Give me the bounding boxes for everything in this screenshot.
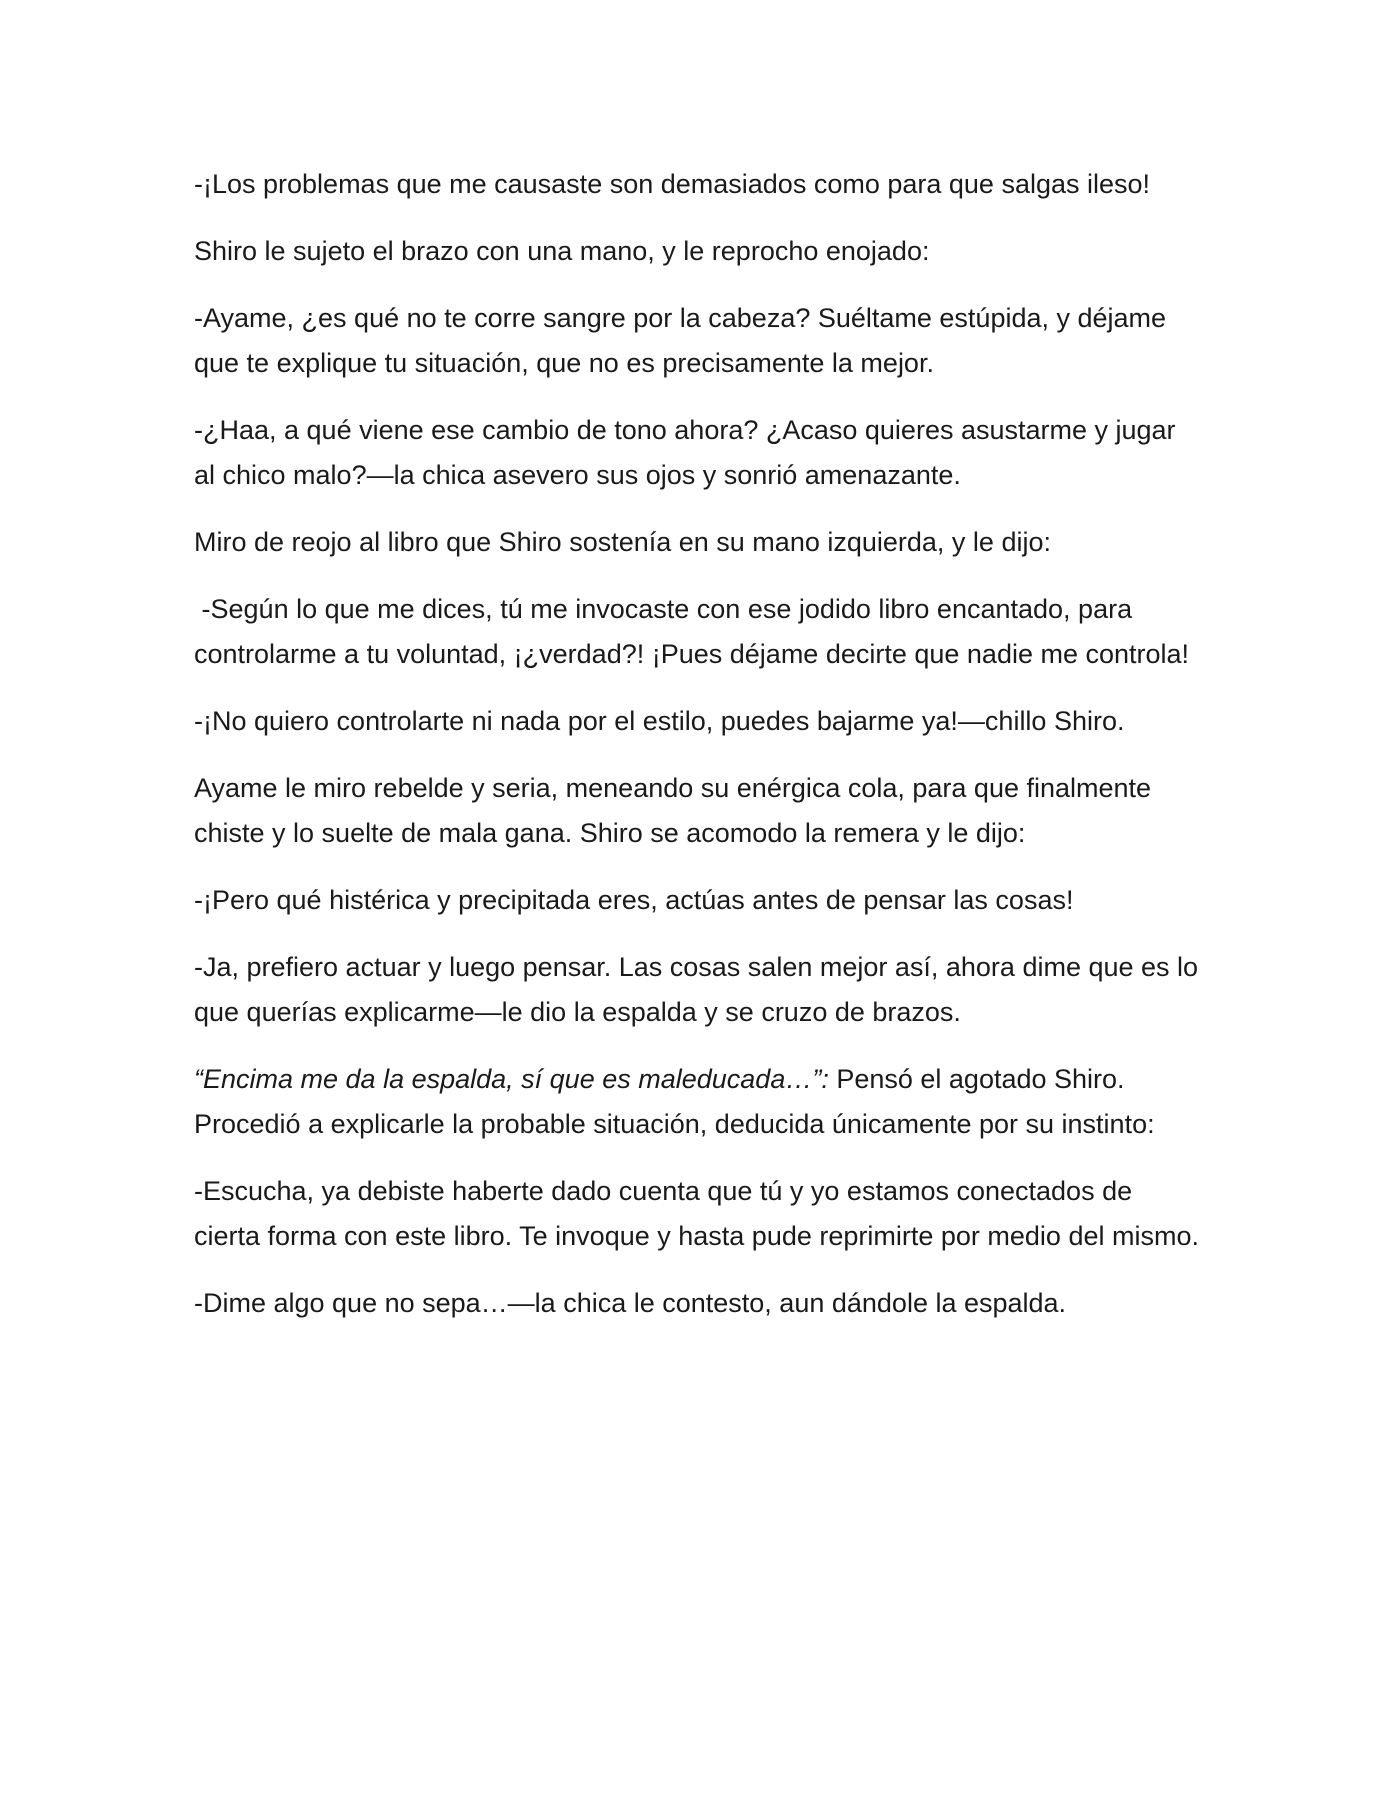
- paragraph-11: [194, 1057, 1204, 1147]
- paragraph-2: Shiro le sujeto el brazo con una mano, y le reprocho enojado:: [194, 236, 930, 266]
- paragraph-1: -¡Los problemas que me causaste son demasiados como para que salgas ileso!: [194, 169, 1151, 199]
- paragraph-12: -Escucha, ya debiste haberte dado cuenta que tú y yo estamos conectados de cierta forma con este libro. Te invoque y hasta pude reprimirte por medio del mismo.: [194, 1176, 1199, 1251]
- paragraph-8: Ayame le miro rebelde y seria, meneando su enérgica cola, para que finalmente chiste y lo suelte de mala gana. Shiro se acomodo la remera y le dijo:: [194, 773, 1152, 848]
- paragraph-13: -Dime algo que no sepa…—la chica le contesto, aun dándole la espalda.: [194, 1288, 1067, 1318]
- document-body: [194, 162, 1204, 1348]
- paragraph-7: -¡No quiero controlarte ni nada por el estilo, puedes bajarme ya!—chillo Shiro.: [194, 706, 1125, 736]
- paragraph-9: -¡Pero qué histérica y precipitada eres, actúas antes de pensar las cosas!: [194, 885, 1074, 915]
- paragraph-6: -Según lo que me dices, tú me invocaste con ese jodido libro encantado, para controlarme a tu voluntad, ¡¿verdad?! ¡Pues déjame decirte que nadie me controla!: [194, 594, 1190, 669]
- paragraph-11-italic: “Encima me da la espalda, sí que es maleducada…”:: [194, 1064, 829, 1094]
- paragraph-3: -Ayame, ¿es qué no te corre sangre por la cabeza? Suéltame estúpida, y déjame que te explique tu situación, que no es precisamente la mejor.: [194, 303, 1167, 378]
- paragraph-4: -¿Haa, a qué viene ese cambio de tono ahora? ¿Acaso quieres asustarme y jugar al chico malo?—la chica asevero sus ojos y sonrió amenazante.: [194, 415, 1176, 490]
- paragraph-11-normal: Pensó el agotado Shiro. Procedió a explicarle la probable situación, deducida únicamente por su instinto:: [194, 1064, 1155, 1139]
- paragraph-10: -Ja, prefiero actuar y luego pensar. Las cosas salen mejor así, ahora dime que es lo que querías explicarme—le dio la espalda y se cruzo de brazos.: [194, 952, 1199, 1027]
- paragraph-5: Miro de reojo al libro que Shiro sostenía en su mano izquierda, y le dijo:: [194, 527, 1051, 557]
